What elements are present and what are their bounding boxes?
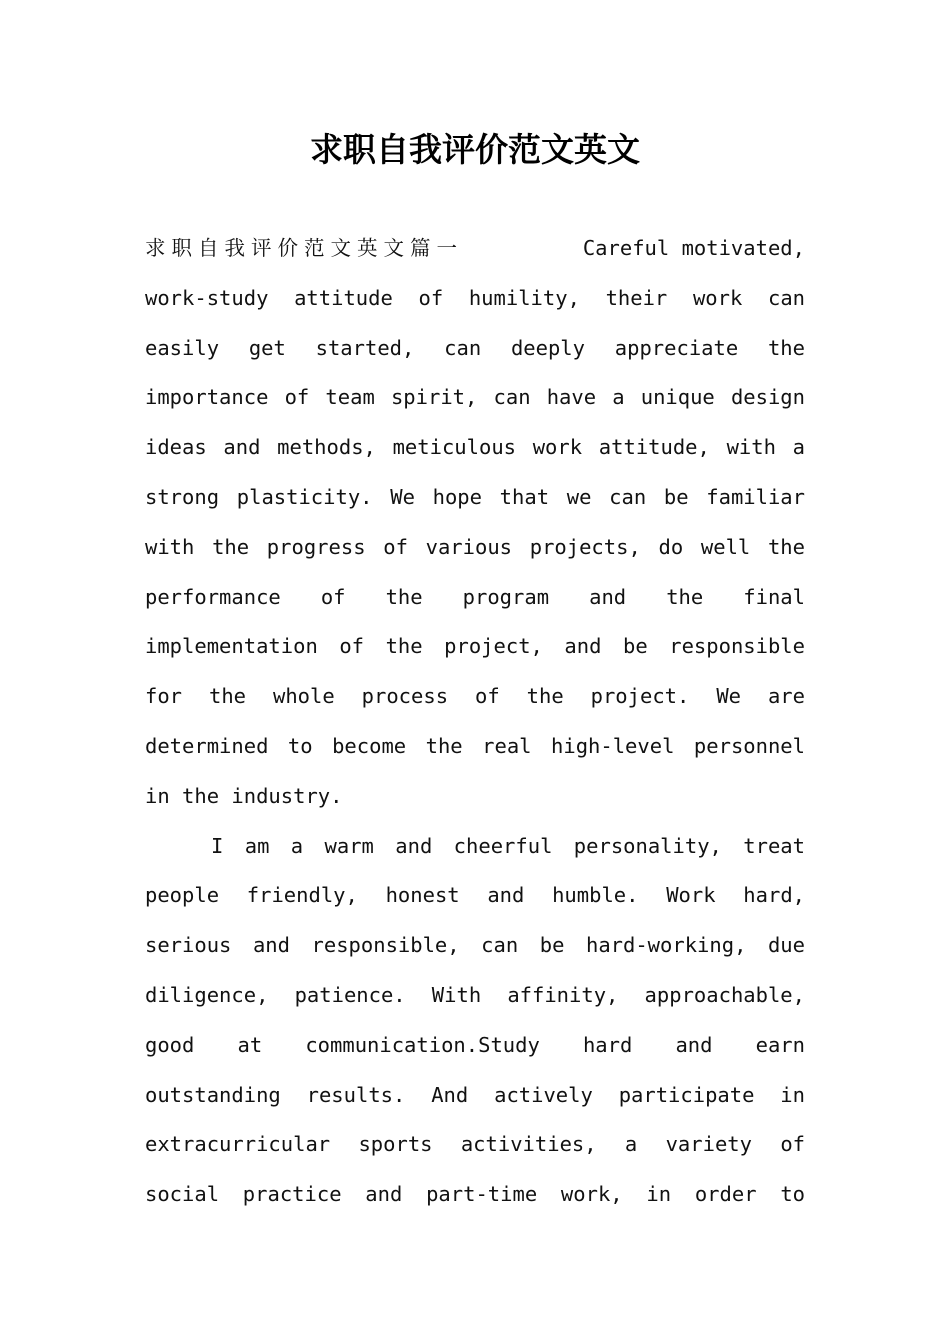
text-line: work-study attitude of humility, their work can — [145, 285, 805, 310]
text-line: easily get started, can deeply appreciate the — [145, 335, 805, 360]
text-line: determined to become the real high-level personnel — [145, 733, 805, 758]
text-line: outstanding results. And actively participate in — [145, 1082, 805, 1107]
text-line: I am a warm and cheerful personality, treat — [211, 833, 805, 858]
text-line: with the progress of various projects, do well the — [145, 534, 805, 559]
text-line: social practice and part-time work, in order to — [145, 1182, 805, 1207]
document-title: 求职自我评价范文英文 — [310, 130, 640, 169]
text-line: strong plasticity. We hope that we can be familiar — [145, 484, 805, 509]
text-line: good at communication.Study hard and earn — [145, 1032, 805, 1057]
section-heading: 求职自我评价范文英文篇一 — [145, 236, 463, 260]
text-line: in the industry. — [145, 783, 343, 808]
text-line: ideas and methods, meticulous work attitude, with a — [145, 435, 805, 460]
paragraph-1-first-line — [145, 224, 805, 274]
text-line: diligence, patience. With affinity, approachable, — [145, 982, 805, 1007]
text-line: extracurricular sports activities, a variety of — [145, 1132, 805, 1157]
text-line: performance of the program and the final — [145, 584, 805, 609]
text-line: serious and responsible, can be hard-working, due — [145, 933, 805, 958]
document-body — [145, 224, 805, 1220]
text-line: people friendly, honest and humble. Work hard, — [145, 883, 805, 908]
text-line: Careful motivated, — [582, 236, 805, 260]
text-line: for the whole process of the project. We are — [145, 684, 805, 709]
text-line: importance of team spirit, can have a unique design — [145, 385, 805, 410]
text-line: implementation of the project, and be responsible — [145, 634, 805, 659]
